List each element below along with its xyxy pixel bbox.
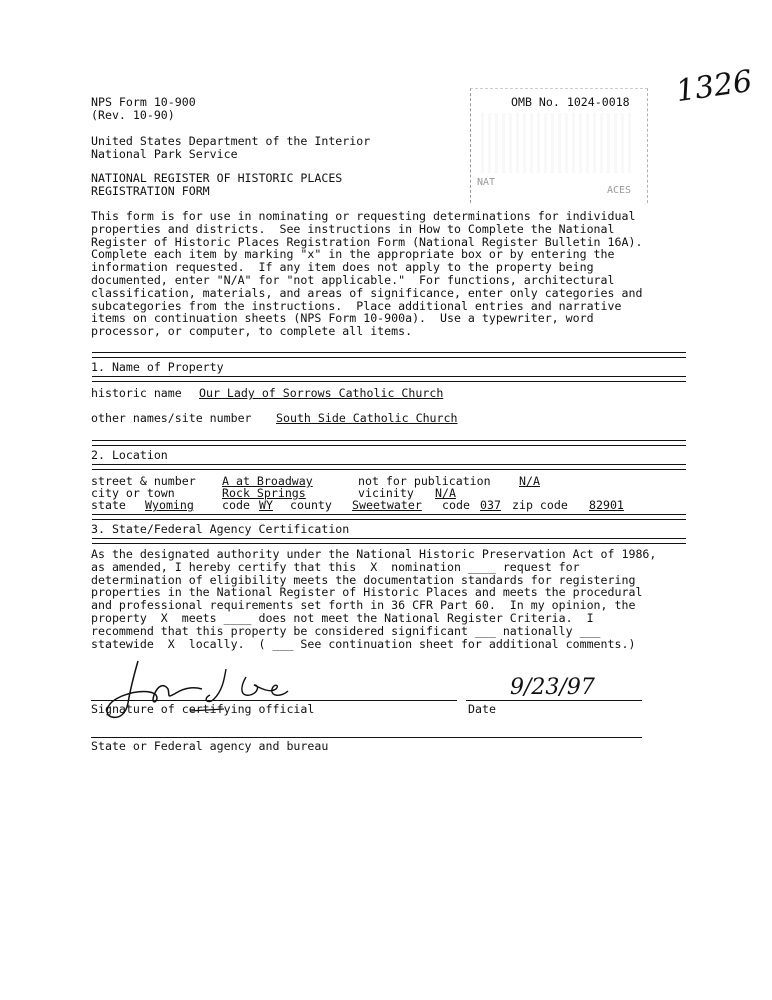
instruction-line: properties and districts. See instructions in How to Complete the National <box>91 221 615 236</box>
instruction-line: items on continuation sheets (NPS Form 10-900a). Use a typewriter, word <box>91 311 594 326</box>
register-title: NATIONAL REGISTER OF HISTORIC PLACES <box>91 171 343 185</box>
certification-line: as amended, I hereby certify that this X nomination ____ request for <box>91 559 580 574</box>
instruction-line: subcategories from the instructions. Place additional entries and narrative <box>91 298 622 313</box>
state-code-label: code <box>222 498 250 512</box>
handwritten-page-number: 1326 <box>673 63 755 110</box>
date-line <box>466 700 642 701</box>
section3-heading: 3. State/Federal Agency Certification <box>91 522 350 536</box>
nfp-label: not for publication <box>358 474 491 488</box>
certification-line: properties in the National Register of Historic Places and meets the procedural <box>91 585 643 600</box>
department-name: United States Department of the Interior <box>91 134 371 148</box>
instruction-line: classification, materials, and areas of significance, enter only categories and <box>91 285 643 300</box>
certification-line: As the designated authority under the National Historic Preservation Act of 1986, <box>91 547 657 561</box>
instruction-line: Register of Historic Places Registration Form (National Register Bulletin 16A). <box>91 234 643 249</box>
county-value: Sweetwater <box>352 498 422 512</box>
section2-heading: 2. Location <box>91 448 168 462</box>
stamp-text-right: ACES <box>607 185 632 196</box>
certification-line: recommend that this property be considered significant ___ nationally ___ <box>91 623 601 638</box>
vicinity-label: vicinity <box>358 486 414 500</box>
vicinity-value: N/A <box>435 486 456 500</box>
nfp-value: N/A <box>519 474 540 488</box>
county-label: county <box>290 498 332 512</box>
signature-label: Signature of certifying official <box>91 702 315 716</box>
state-code-value: WY <box>259 498 273 512</box>
street-value: A at Broadway <box>222 474 313 488</box>
zip-label: zip code <box>512 498 568 512</box>
double-rule <box>92 514 686 520</box>
form-revision: (Rev. 10-90) <box>91 108 175 122</box>
state-label: state <box>91 498 126 512</box>
certification-line: property X meets ____ does not meet the National Register Criteria. I <box>91 611 594 625</box>
instruction-line: information requested. If any item does not apply to the property being <box>91 260 594 275</box>
city-label: city or town <box>91 486 175 500</box>
agency-line <box>91 737 642 738</box>
stamp-text-left: NAT <box>477 177 496 188</box>
historic-name-value: Our Lady of Sorrows Catholic Church <box>199 386 444 400</box>
instruction-line: documented, enter "N/A" for "not applicable." For functions, architectural <box>91 273 615 287</box>
county-code-label: code <box>442 498 470 512</box>
double-rule <box>92 538 686 544</box>
agency-label: State or Federal agency and bureau <box>91 739 329 753</box>
county-code-value: 037 <box>480 498 501 512</box>
received-stamp <box>470 88 648 203</box>
certification-line: statewide X locally. ( ___ See continuation sheet for additional comments.) <box>91 636 636 651</box>
state-value: Wyoming <box>145 498 194 512</box>
signature-line <box>91 700 457 701</box>
double-rule <box>92 352 686 358</box>
street-label: street & number <box>91 474 196 488</box>
zip-value: 82901 <box>589 498 624 512</box>
historic-name-label: historic name <box>91 386 182 400</box>
certification-line: and professional requirements set forth in 36 CFR Part 60. In my opinion, the <box>91 598 636 613</box>
instruction-line: This form is for use in nominating or requesting determinations for individual <box>91 209 636 223</box>
double-rule <box>92 376 686 382</box>
date-label: Date <box>468 702 496 716</box>
instruction-line: Complete each item by marking "x" in the appropriate box or by entering the <box>91 247 615 262</box>
handwritten-date: 9/23/97 <box>510 675 595 700</box>
other-names-label: other names/site number <box>91 411 252 425</box>
section1-heading: 1. Name of Property <box>91 360 224 374</box>
double-rule <box>92 464 686 470</box>
certification-line: determination of eligibility meets the documentation standards for registering <box>91 572 636 587</box>
form-title: REGISTRATION FORM <box>91 184 210 198</box>
service-name: National Park Service <box>91 147 238 161</box>
instruction-line: processor, or computer, to complete all items. <box>91 324 413 339</box>
double-rule <box>92 440 686 446</box>
form-number: NPS Form 10-900 <box>91 95 196 109</box>
omb-number: OMB No. 1024-0018 <box>511 95 630 109</box>
city-value: Rock Springs <box>222 486 306 500</box>
other-names-value: South Side Catholic Church <box>276 411 458 425</box>
